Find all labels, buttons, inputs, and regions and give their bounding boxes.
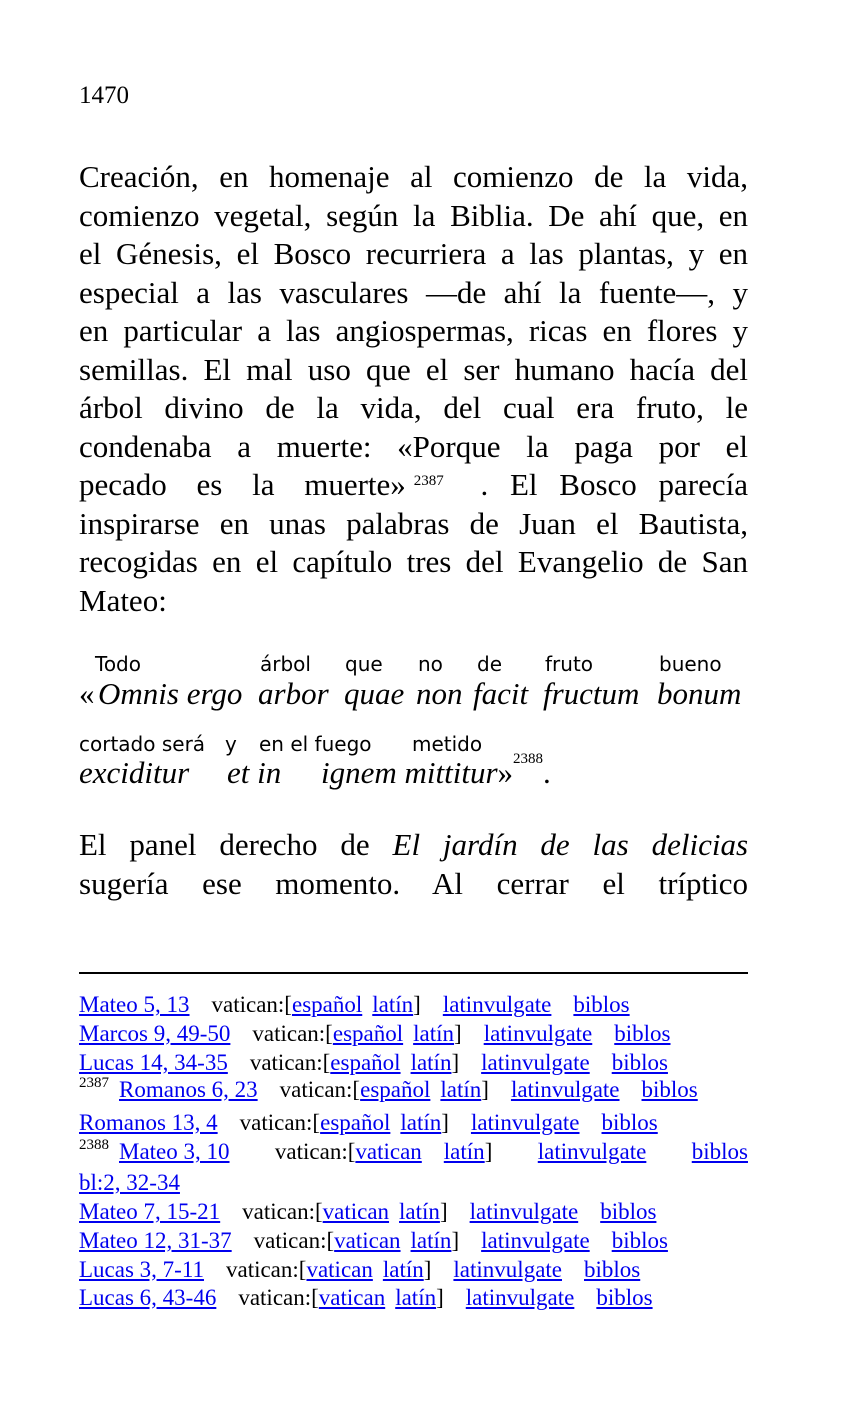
biblos-link[interactable]: biblos <box>596 1285 653 1310</box>
latin-link[interactable]: latín <box>395 1285 437 1310</box>
vatican-link[interactable]: español <box>330 1050 401 1075</box>
latinvulgate-link[interactable]: latinvulgate <box>465 1285 575 1310</box>
latin-word: fructum <box>543 676 640 711</box>
gloss-word: que <box>345 652 383 676</box>
text-line: Creación, en homenaje al comienzo de la vida, <box>79 159 748 194</box>
footnote-ref: 2387 <box>413 473 444 489</box>
latinvulgate-link[interactable]: latinvulgate <box>483 1021 593 1046</box>
footnote-number: 2387 <box>79 1075 109 1091</box>
biblos-link[interactable]: biblos <box>641 1077 698 1102</box>
scripture-link[interactable]: Romanos 13, 4 <box>79 1110 218 1135</box>
footnote-divider <box>79 972 748 974</box>
page-number: 1470 <box>79 82 129 109</box>
vatican-link[interactable]: español <box>291 992 363 1017</box>
footnote-line: Mateo 12, 31-37 vatican:[vatican latín] latinvulgate biblos <box>79 1228 668 1253</box>
biblos-link[interactable]: biblos <box>614 1021 671 1046</box>
biblos-link[interactable]: biblos <box>611 1050 668 1075</box>
scripture-link[interactable]: Romanos 6, 23 <box>119 1077 258 1102</box>
gloss-word: cortado será <box>79 732 206 756</box>
footnote-line: $^{2387}$ Romanos 6, 23 vatican:[español latín] latinvulgate biblos <box>79 1075 698 1102</box>
latin-word: Omnis ergo <box>98 676 243 711</box>
vatican-link[interactable]: vatican <box>355 1139 422 1164</box>
latin-word: non <box>416 676 463 711</box>
footnote-line: Mateo 5, 13 vatican:[español latín] latinvulgate biblos <box>79 992 630 1017</box>
latin-quote-close: » <box>497 755 514 790</box>
latin-word: ignem mittitur <box>321 755 498 790</box>
text-line: el Génesis, el Bosco recurriera a las plantas, y en <box>79 236 748 271</box>
latin-link[interactable]: latín <box>399 1199 440 1224</box>
text-line: comienzo vegetal, según la Biblia. De ahí que, en <box>79 197 748 233</box>
artwork-title: El jardín de las delicias <box>392 827 749 862</box>
text-line: El panel derecho de El jardín de las delicias <box>79 827 749 862</box>
latin-link[interactable]: latín <box>413 1021 455 1046</box>
latin-line-end <box>321 751 551 791</box>
footnote-line: Marcos 9, 49-50 vatican:[español latín] latinvulgate biblos <box>79 1021 671 1046</box>
footnote-line <box>79 1170 180 1196</box>
gloss-word: árbol <box>260 652 311 676</box>
gloss-word: fruto <box>545 652 594 676</box>
latin-link[interactable]: latín <box>443 1139 485 1164</box>
latin-word: facit <box>473 676 529 711</box>
latin-link[interactable]: latín <box>410 1228 452 1253</box>
latinvulgate-link[interactable]: latinvulgate <box>481 1050 590 1075</box>
latin-word: arbor <box>258 676 329 711</box>
text-line: Mateo: <box>79 582 167 618</box>
latinvulgate-link[interactable]: latinvulgate <box>510 1077 620 1102</box>
footnote-line: Mateo 7, 15-21 vatican:[vatican latín] latinvulgate biblos <box>79 1199 657 1224</box>
text-line: inspirarse en unas palabras de Juan el Bautista, <box>79 505 748 541</box>
latin-quote-open: « <box>79 676 95 711</box>
vatican-link[interactable]: vatican <box>306 1257 373 1282</box>
text-segment: . El Bosco parecía <box>480 467 748 502</box>
text-line: sugería ese momento. Al cerrar el tríptico <box>79 865 748 901</box>
text-segment: pecado es la muerte» <box>79 467 406 502</box>
latinvulgate-link[interactable]: latinvulgate <box>470 1110 580 1135</box>
gloss-word: bueno <box>659 652 722 676</box>
biblos-link[interactable]: biblos <box>601 1110 658 1135</box>
biblos-link[interactable]: biblos <box>611 1228 668 1253</box>
biblos-link[interactable]: biblos <box>691 1139 748 1164</box>
latin-word: et in <box>227 755 282 790</box>
latin-word: quae <box>344 676 405 711</box>
gloss-word: Todo <box>95 652 141 676</box>
latinvulgate-link[interactable]: latinvulgate <box>481 1228 590 1253</box>
scripture-link[interactable]: Mateo 12, 31-37 <box>79 1228 232 1253</box>
vatican-link[interactable]: español <box>320 1110 391 1135</box>
scripture-link[interactable]: Marcos 9, 49-50 <box>79 1021 231 1046</box>
scripture-link[interactable]: Mateo 7, 15-21 <box>79 1199 221 1224</box>
text-line <box>79 466 748 505</box>
footnote-line: Lucas 14, 34-35 vatican:[español latín] latinvulgate biblos <box>79 1050 668 1075</box>
footnote-line <box>79 1139 748 1165</box>
footnote-ref: 2388 <box>513 751 544 767</box>
footnote-number: 2388 <box>79 1137 109 1153</box>
gloss-word: de <box>477 652 502 676</box>
biblos-link[interactable]: biblos <box>600 1199 657 1224</box>
vatican-link[interactable]: español <box>332 1021 404 1046</box>
latinvulgate-link[interactable]: latinvulgate <box>442 992 552 1017</box>
latinvulgate-link[interactable]: latinvulgate <box>453 1257 562 1282</box>
scripture-link[interactable]: Lucas 14, 34-35 <box>79 1050 228 1075</box>
gloss-word: no <box>418 652 443 676</box>
footnote-line: Lucas 6, 43-46 vatican:[vatican latín] latinvulgate biblos <box>79 1285 653 1310</box>
footnote-lead <box>79 1139 230 1165</box>
text-line: árbol divino de la vida, del cual era fruto, le <box>79 390 748 425</box>
footnote-line: Lucas 3, 7-11 vatican:[vatican latín] latinvulgate biblos <box>79 1257 641 1282</box>
gloss-word: en el fuego <box>259 732 372 756</box>
latin-link[interactable]: latín <box>382 1257 424 1282</box>
gloss-word: y <box>225 732 237 756</box>
scripture-link[interactable]: Lucas 3, 7-11 <box>79 1257 204 1282</box>
latin-period: . <box>543 755 551 790</box>
second-paragraph <box>79 826 748 903</box>
text-line: semillas. El mal uso que el ser humano hacía del <box>79 351 748 387</box>
scripture-link[interactable]: Mateo 3, 10 <box>119 1139 230 1164</box>
scripture-link[interactable]: Lucas 6, 43-46 <box>79 1285 217 1310</box>
biblos-link[interactable]: biblos <box>573 992 630 1017</box>
latin-word: exciditur <box>79 755 190 790</box>
vatican-link[interactable]: vatican <box>334 1228 401 1253</box>
main-paragraph <box>79 158 748 620</box>
latin-word: bonum <box>657 676 742 711</box>
latinvulgate-link[interactable]: latinvulgate <box>469 1199 579 1224</box>
scripture-link[interactable]: bl:2, 32-34 <box>79 1170 180 1195</box>
footnote-line: Romanos 13, 4 vatican:[español latín] latinvulgate biblos <box>79 1110 658 1135</box>
latin-link[interactable]: latín <box>440 1077 482 1102</box>
latinvulgate-link[interactable]: latinvulgate <box>537 1139 647 1164</box>
vatican-link[interactable]: vatican <box>322 1199 390 1224</box>
latin-link[interactable]: latín <box>410 1050 452 1075</box>
text-line: recogidas en el capítulo tres del Evangelio de San <box>79 544 748 579</box>
latin-link[interactable]: latín <box>400 1110 442 1135</box>
text-line: especial a las vasculares —de ahí la fuente—, y <box>79 274 748 310</box>
biblos-link[interactable]: biblos <box>584 1257 641 1282</box>
scripture-link[interactable]: Mateo 5, 13 <box>79 992 190 1017</box>
vatican-link[interactable]: español <box>360 1077 431 1102</box>
vatican-group: vatican:[vatican latín] <box>274 1139 493 1164</box>
gloss-word: metido <box>412 732 483 756</box>
vatican-link[interactable]: vatican <box>318 1285 386 1310</box>
text-line: en particular a las angiospermas, ricas en flores y <box>79 313 748 348</box>
text-line: condenaba a muerte: «Porque la paga por el <box>79 428 748 464</box>
latin-link[interactable]: latín <box>372 992 414 1017</box>
